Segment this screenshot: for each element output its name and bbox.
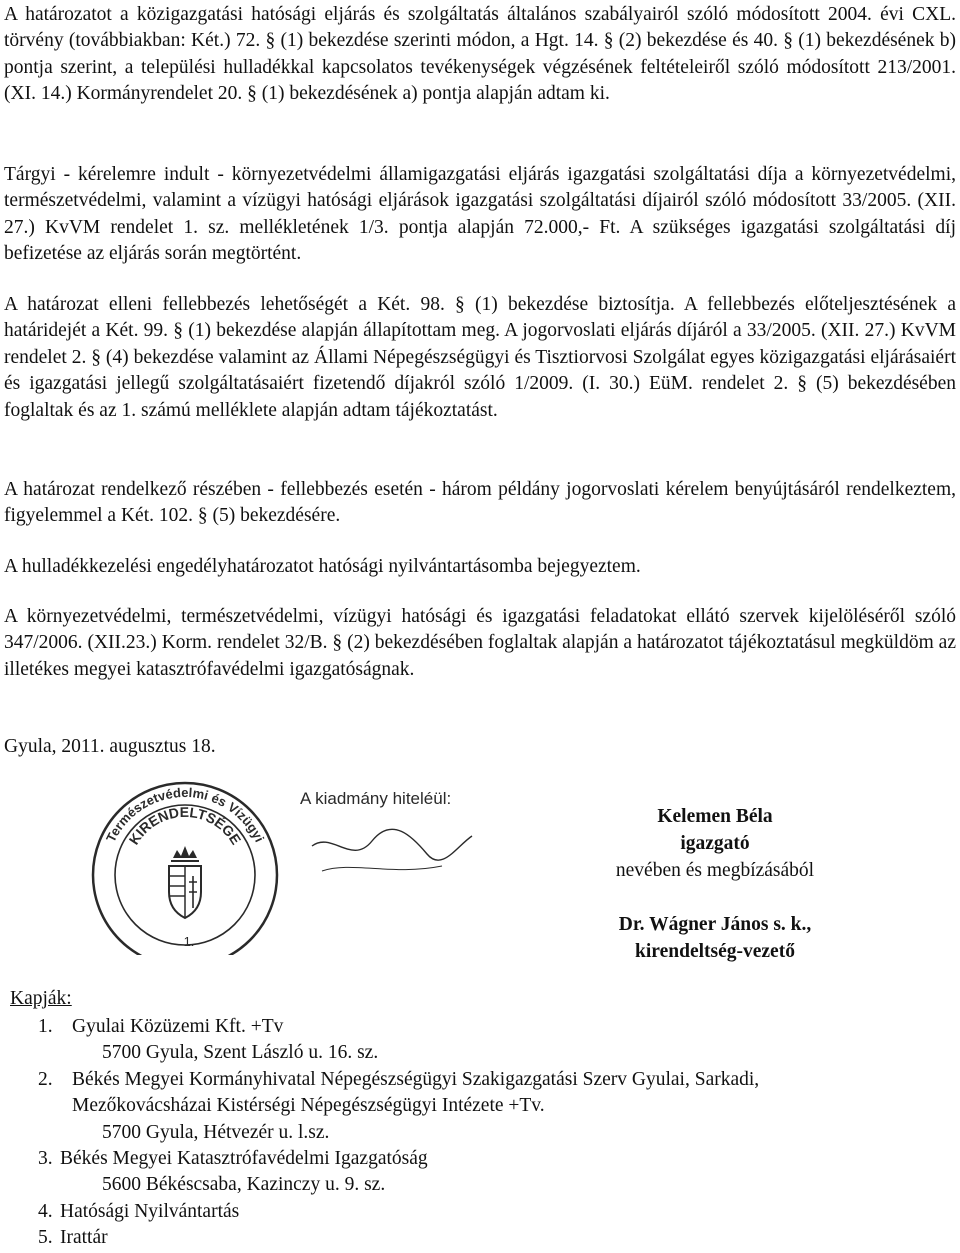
paragraph-appeal: A határozat elleni fellebbezés lehetőségét a Két. 98. § (1) bekezdése biztosítja. A fellebbezés előteljesztésének a határidejét a Két. 99. § (1) bekezdése alapján állapítottam meg. A jogorvoslati eljárás díjáról a 33/2005. (XII. 27.) KvVM rendelet 2. § (4) bekezdése valamint az Állami Népegészségügyi és Tisztiorvosi Szolgálat egyes közigazgatási eljárásaiért és igazgatási jellegű szolgáltatásaiért fizetendő díjakról szóló 1/2009. (I. 30.) EüM. rendelet 2. § (5) bekezdésében foglaltak és az 1. számú melléklete alapján adtam tájékoztatást. xyxy=(4,294,956,421)
list-item-line: Mezőkovácsházai Kistérségi Népegészségügyi Intézete +Tv. xyxy=(72,1095,545,1117)
list-item-number: 5. xyxy=(38,1227,53,1249)
list-item xyxy=(38,1067,938,1093)
paragraph-registry: A hulladékkezelési engedélyhatározatot hatósági nyilvántartásomba bejegyeztem. xyxy=(4,556,641,577)
list-item-line: Békés Megyei Katasztrófavédelmi Igazgatóság xyxy=(60,1147,428,1169)
certified-copy-stamp xyxy=(292,776,492,896)
stamp-outer-text: Természetvédelmi és Vízügyi xyxy=(102,784,268,845)
director-title: igazgató xyxy=(680,833,750,854)
paragraph-notification: A környezetvédelmi, természetvédelmi, vízügyi hatósági és igazgatási feladatokat ellátó szervek kijelöléséről szóló 347/2006. (XII.23.) Korm. rendelet 32/B. § (2) bekezdésében foglaltak alapján a határozatot tájékoztatásul megküldöm az illetékes megyei katasztrófavédelmi igazgatóságnak. xyxy=(4,606,956,680)
list-item xyxy=(38,1014,938,1040)
recipients-heading: Kapják: xyxy=(10,988,72,1009)
list-item-continuation xyxy=(38,1093,938,1119)
list-item-number: 3. xyxy=(38,1147,53,1169)
list-item-number: 2. xyxy=(38,1068,53,1090)
list-item-line: Irattár xyxy=(60,1227,108,1249)
signature-block xyxy=(500,803,930,965)
list-item-number: 1. xyxy=(38,1016,53,1037)
list-item-address xyxy=(38,1040,938,1066)
list-item xyxy=(38,1199,938,1225)
paragraph-legal-basis: A határozatot a közigazgatási hatósági eljárás és szolgáltatás általános szabályairól szóló módosított 2004. évi CXL. törvény (továbbiakban: Két.) 72. § (1) bekezdése szerinti módon, a Hgt. 14. § (2) bekezdése és 40. § (1) bekezdésének b) pontja szerint, a települési hulladékkal kapcsolatos tevékenységek végzésének feltételeiről szóló módosított 213/2001. (XI. 14.) Kormányrendelet 20. § (1) bekezdésének a) pontja alapján adtam ki. xyxy=(4,4,956,105)
paragraph-fee: Tárgyi - kérelemre indult - környezetvédelmi államigazgatási eljárás igazgatási szolgáltatási díja a környezetvédelmi, természetvédelmi, valamint a vízügyi hatósági eljárások igazgatási szolgáltatási díjairól szóló módosított 33/2005. (XII. 27.) KvVM rendelet 1. sz. mellékletének 1/3. pontja alapján 72.000,- Ft. A szükséges igazgatási szolgáltatási díj befizetése az eljárás során megtörtént. xyxy=(4,164,956,265)
list-item-number: 4. xyxy=(38,1200,53,1222)
list-item-address xyxy=(38,1172,938,1198)
paragraph-appeal-copies: A határozat rendelkező részében - fellebbezés esetén - három példány jogorvoslati kérelem benyújtásáról rendelkeztem, figyelemmel a Két. 102. § (5) bekezdésére. xyxy=(4,479,956,527)
signer-name: Dr. Wágner János s. k., xyxy=(618,914,812,935)
signature-underline-icon xyxy=(322,866,442,871)
director-name: Kelemen Béla xyxy=(657,806,773,827)
list-item-line: 5600 Békéscsaba, Kazinczy u. 9. sz. xyxy=(102,1174,386,1196)
coat-of-arms-icon xyxy=(169,846,201,918)
handwritten-signature-icon xyxy=(312,829,472,860)
list-item-line: Békés Megyei Kormányhivatal Népegészségügyi Szakigazgatási Szerv Gyulai, Sarkadi, xyxy=(72,1068,760,1090)
list-item-line: Gyulai Közüzemi Kft. +Tv xyxy=(72,1016,284,1037)
stamp-number: 1. xyxy=(183,934,195,949)
date-line: Gyula, 2011. augusztus 18. xyxy=(4,736,216,757)
list-item-line: Hatósági Nyilvántartás xyxy=(60,1200,240,1222)
stamp-inner-text: KIRENDELTSÉGE xyxy=(125,803,245,848)
list-item-line: 5700 Gyula, Hétvezér u. l.sz. xyxy=(102,1121,330,1143)
certified-copy-text: A kiadmány hiteléül: xyxy=(300,789,452,808)
list-item-address xyxy=(38,1120,938,1146)
signer-title: kirendeltség-vezető xyxy=(635,941,795,962)
on-behalf-line: nevében és megbízásából xyxy=(615,860,815,881)
list-item xyxy=(38,1146,938,1172)
list-item-line: 5700 Gyula, Szent László u. 16. sz. xyxy=(102,1042,379,1064)
list-item xyxy=(38,1225,938,1251)
official-seal-stamp xyxy=(85,780,285,955)
recipients-list xyxy=(38,1014,938,1252)
